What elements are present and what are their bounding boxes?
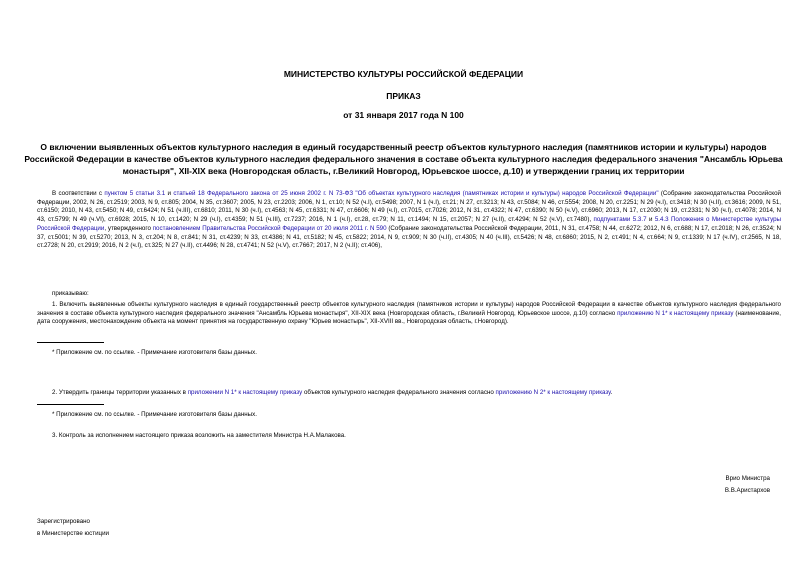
law-link-subpoint-5-3-7[interactable]: подпунктами 5.3.7 xyxy=(593,216,647,224)
registration-line-2: в Министерстве юстиции xyxy=(37,530,110,537)
item-3-paragraph: 3. Контроль за исполнением настоящего приказа возложить на заместителя Министра Н.А.Малакова. xyxy=(52,432,346,439)
law-link-regulation-5-4-3[interactable]: 5.4.3 Положения о Министерстве культуры Российской Федерации xyxy=(37,216,781,232)
item-2-paragraph xyxy=(37,389,781,398)
preamble-text: (Собрание законодательства Российской Федерации, 2002, N 26, ст.2519; 2003, N 9, ст.805; 2004, N 35, ст.3607; 2005, N 23, ст.2203; 2006, N 1, ст.10; N 52 (ч.I), ст.5498; 2007, N 1 (ч.I), ст.21; N 27, ст.3213; N 43, ст.5084; N 46, ст.5554; 2008, N 20, ст.2251; N 29 (ч.I), ст.3418; N 30 (ч.II), ст.3616; 2009, N 51, ст.6150; 2010, N 43, ст.5450; N 49, ст.6424; N 51 (ч.III), ст.6810; 2011, N 30 (ч.I), ст.4563; N 45, ст.6331; N 47, ст.6606; N 49 (ч.I), ст.7015, ст.7026; 2012, N 31, ст.4322; N 47, ст.6390; N 50 (ч.V), ст.6960; 2013, N 17, ст.2030; N 19, ст.2331; N 30 (ч.I), ст.4078; 2014, N 43, ст.5799; N 49 (ч.VI), ст.6928; 2015, N 10, ст.1420; N 29 (ч.I), ст.4359; N 51 (ч.III), ст.7237; 2016, N 1 (ч.I), ст.28, ст.79; N 11, ст.1494; N 15, ст.2057; N 27 (ч.II), ст.4294; N 52 (ч.V), ст.7480), xyxy=(37,190,781,224)
signatory-position: Врио Министра xyxy=(725,475,770,482)
appendix-2-link[interactable]: приложению N 2* к настоящему приказу xyxy=(495,389,611,396)
law-link-p5-art3-1[interactable]: пунктом 5 статьи 3.1 xyxy=(104,190,166,197)
signature-block xyxy=(700,473,770,497)
item-2-text: 2. Утвердить границы территории указанных в xyxy=(52,389,188,396)
footnote-2: * Приложение см. по ссылке. - Примечание изготовителя базы данных. xyxy=(52,411,257,418)
ministry-heading: МИНИСТЕРСТВО КУЛЬТУРЫ РОССИЙСКОЙ ФЕДЕРАЦИИ xyxy=(283,69,524,79)
law-link-resolution-590[interactable]: постановлением Правительства Российской Федерации от 20 июля 2011 г. N 590 xyxy=(152,224,387,232)
appendix-1-link[interactable]: приложению N 1* к настоящему приказу xyxy=(617,309,734,317)
doc-type-heading: ПРИКАЗ xyxy=(386,91,421,101)
item-1-text: (наименование, дата сооружения, местонахождение объекта на момент принятия на государственную охрану "Юрьев монастырь", XII-XVIII вв., Новгородская область, г.Новгород). xyxy=(37,309,781,326)
registration-note xyxy=(37,516,109,540)
preamble-text: В соответствии с xyxy=(52,190,105,197)
item-2-text: объектов культурного наследия федерального значения согласно xyxy=(302,389,496,396)
item-1-paragraph xyxy=(37,301,781,327)
order-word: приказываю: xyxy=(52,290,89,297)
signatory-name: В.В.Аристархов xyxy=(724,487,770,494)
law-link-art18-73fz[interactable]: статьей 18 Федерального закона от 25 июня 2002 г. N 73-ФЗ "Об объектах культурного наследия (памятниках истории и культуры) народов Российской Федерации" xyxy=(173,190,659,197)
appendix-1-link[interactable]: приложении N 1* к настоящему приказу xyxy=(187,389,303,396)
footnote-divider xyxy=(37,342,104,343)
registration-line-1: Зарегистрировано xyxy=(37,518,90,525)
footnote-1: * Приложение см. по ссылке. - Примечание изготовителя базы данных. xyxy=(52,349,257,356)
preamble-paragraph xyxy=(37,190,781,251)
preamble-text: , утвержденного xyxy=(104,224,153,232)
preamble-text: и xyxy=(646,216,655,224)
footnote-divider xyxy=(37,404,104,405)
date-number: от 31 января 2017 года N 100 xyxy=(343,110,464,120)
preamble-text: (Собрание законодательства Российской Федерации, 2011, N 31, ст.4758; N 44, ст.6272; 2012, N 6, ст.688; N 17, ст.2018; N 26, ст.3524; N 37, ст.5001; N 39, ст.5270; 2013, N 3, ст.204; N 8, ст.841; N 31, ст.4239; N 33, ст.4386; N 41, ст.5182; N 45, ст.5822; 2014, N 9, ст.909; N 30 (ч.II), ст.4305; N 40 (ч.III), ст.5426; N 48, ст.6860; 2015, N 2, ст.491; N 4, ст.664; N 9, ст.1339; N 17 (ч.IV), ст.2565, N 18, ст.2728; N 20, ст.2919; 2016, N 2 (ч.I), ст.325; N 27 (ч.II), ст.4496; N 28, ст.4741; N 52 (ч.V), ст.7667; 2017, N 2 (ч.II); ст.406), xyxy=(37,224,781,250)
document-title: О включении выявленных объектов культурного наследия в единый государственный реестр объектов культурного наследия (памятников истории и культуры) народов Российской Федерации в качестве объектов культурного наследия федерального значения в составе объекта культурного наследия федерального значения "Ансамбль Юрьева монастыря", XII-XIX века (Новгородская область, г.Великий Новгород, Юрьевское шоссе, д.10) и утверждении границ их территории xyxy=(24,142,783,176)
item-1-text: 1. Включить выявленные объекты культурного наследия в единый государственный реестр объектов культурного наследия (памятников истории и культуры) народов Российской Федерации в качестве объектов культурного наследия федерального значения в составе объекта культурного наследия федерального значения "Ансамбль Юрьева монастыря", XII-XIX века (Новгородская область, г.Великий Новгород, Юрьевское шоссе, д.10) согласно xyxy=(37,301,781,317)
preamble-text: и xyxy=(165,190,174,197)
item-2-text: . xyxy=(610,389,613,396)
